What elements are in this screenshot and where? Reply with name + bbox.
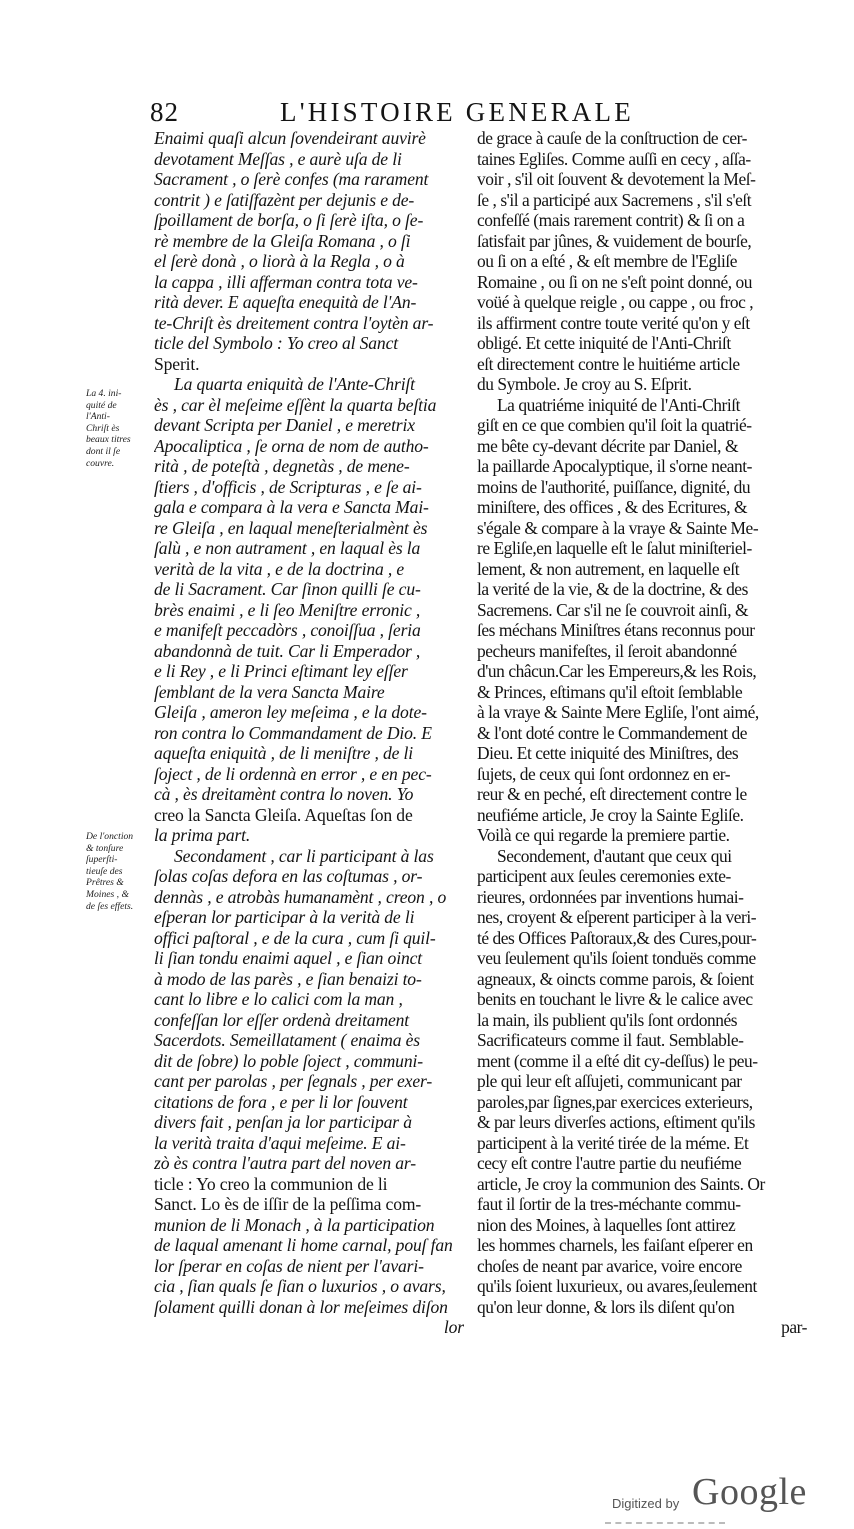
french-text-line: ou ſi on a eſté , & eſt membre de l'Egliſe — [477, 251, 737, 271]
occitan-text-line: Secondament , car li participant à las — [174, 845, 434, 866]
french-text-line: giſt en ce que combien qu'il ſoit la quatrié- — [477, 415, 752, 435]
occitan-text-line: la prima part. — [154, 825, 251, 845]
french-text-line: qu'on leur donne, & lors ils diſent qu'on — [477, 1296, 735, 1317]
page-number: 82 — [150, 97, 179, 127]
french-text-line: ſujets, de ceux qui ſont ordonnez en er- — [477, 763, 731, 784]
occitan-text-line: ſemblant de la vera Sancta Maire — [154, 681, 385, 702]
page-bottom-rule — [605, 1522, 725, 1524]
french-text-line: participent aux ſeules ceremonies exte- — [477, 866, 731, 886]
margin-note-line: de ſes effets. — [86, 900, 134, 912]
occitan-text-line: cà , ès dreitamènt contra lo noven. Yo — [154, 784, 414, 804]
occitan-text-line: el ſerè donà , o liorà à la Regla , o à — [154, 251, 405, 271]
margin-note-line: quité de — [86, 399, 117, 411]
occitan-text-line: verità de la vita , e de la doctrina , e — [154, 558, 405, 579]
digitized-label: Digitized by — [612, 1496, 680, 1511]
french-text-line: les hommes charnels, les faiſant eſperer en — [477, 1235, 753, 1255]
french-text-line: & l'ont doté contre le Commandement de — [477, 722, 748, 743]
french-text-line: d'un châcun.Car les Empereurs,& les Rois, — [477, 661, 757, 681]
french-text-line: nion des Moines, à laquelles ſont attirez — [477, 1214, 736, 1235]
french-text-line: eſt directement contre le huitiéme article — [477, 353, 740, 374]
occitan-text-line: La quarta eniquità de l'Ante-Chriſt — [174, 374, 415, 394]
margin-note-line: couvre. — [86, 457, 115, 469]
google-logo: Google — [692, 1471, 807, 1513]
french-text-line: ils affirment contre toute verité qu'on y eſt — [477, 312, 750, 333]
french-text-line: du Symbole. Je croy au S. Eſprit. — [477, 374, 692, 394]
margin-note-line: & tonſure — [86, 842, 124, 854]
french-text-line: neufiéme article, Je croy la Sainte Egliſe. — [477, 804, 744, 825]
french-text-line: Romaine , ou ſi on ne s'eſt point donné, ou — [477, 271, 753, 292]
occitan-text-line: Enaimi quaſi alcun ſovendeirant auvirè — [154, 128, 426, 148]
occitan-text-line: citations de fora , e per li lor ſouvent — [154, 1091, 408, 1112]
page-header — [150, 95, 680, 129]
french-text-line: re Egliſe,en laquelle eſt le ſalut miniſteriel- — [477, 538, 752, 558]
french-text-line: ment (comme il a eſté dit cy-deſſus) le peu- — [477, 1050, 758, 1071]
margin-note-line: Prêtres & — [86, 877, 124, 889]
occitan-text-line: Sacerdots. Semeillatament ( enaima ès — [154, 1030, 420, 1050]
margin-note-line: Moines , & — [86, 888, 129, 900]
french-text-line: paroles,par ſignes,par exercices exterieurs, — [477, 1091, 753, 1112]
occitan-text-line: Apocaliptica , ſe orna de nom de autho- — [154, 435, 429, 456]
occitan-text-line: devant Scripta per Daniel , e meretrix — [154, 415, 415, 435]
french-text-line: benits en touchant le livre & le calice avec — [477, 989, 753, 1009]
occitan-text-line: dit de ſobre) lo poble ſoject , communi- — [154, 1050, 423, 1071]
french-text-line: faut il ſortir de la tres-méchante commu- — [477, 1194, 741, 1214]
french-text-line: qu'ils ſoient luxurieux, ou avares,ſeulement — [477, 1276, 757, 1296]
occitan-text-line: lor — [443, 1317, 464, 1337]
french-text-line: miniſtere, des offices , & des Ecritures, & — [477, 497, 748, 517]
occitan-text-line: la verità traita d'aqui meſeime. E ai- — [154, 1132, 406, 1153]
occitan-text-line: ſpoillament de borſa, o ſi ſerè iſta, o ſe- — [154, 210, 424, 230]
occitan-text-line: gala e compara à la vera e Sancta Mai- — [154, 497, 429, 517]
occitan-text-line: Sperit. — [154, 353, 200, 374]
french-text-line: moins de l'authorité, puiſſance, dignité, du — [477, 476, 751, 497]
occitan-text-line: cia , ſian quals ſe ſian o luxurios , o avars, — [154, 1276, 446, 1296]
occitan-text-line: zò ès contra l'autra part del noven ar- — [154, 1153, 416, 1173]
occitan-text-line: devotament Meſſas , e aurè uſa de li — [154, 148, 402, 169]
french-text-line: rieures, ordonnées par inventions humai- — [477, 886, 744, 907]
french-text-line: reur & en peché, eſt directement contre le — [477, 784, 747, 804]
margin-note-line: ſuperſti- — [86, 854, 118, 866]
occitan-text-line: rità , de poteſtà , degnetàs , de mene- — [154, 456, 410, 476]
occitan-text-line: cant per parolas , per ſegnals , per exer- — [154, 1071, 433, 1091]
french-text-line: à la vraye & Sainte Mere Egliſe, l'ont aimé, — [477, 702, 759, 722]
french-text-line: agneaux, & oincts comme parois, & ſoient — [477, 968, 754, 989]
occitan-text-line: re Gleiſa , en laqual meneſterialmènt ès — [154, 517, 428, 538]
occitan-text-line: ſalù , e non autrament , en laqual ès la — [154, 538, 421, 558]
occitan-text-line: brès enaimi , e li ſeo Meniſtre erronic , — [154, 599, 421, 620]
french-text-line: lement, & non autrement, en laquelle eſt — [477, 558, 740, 579]
margin-note-line: l'Anti- — [86, 411, 110, 423]
occitan-text-line: ticle : Yo creo la communion de li — [154, 1173, 388, 1194]
margin-note-unction-tonsure — [86, 831, 152, 912]
occitan-text-line: de li Sacrament. Car ſinon quilli ſe cu- — [154, 579, 421, 599]
occitan-text-line: Sanct. Lo ès de iſſir de la peſſima com- — [154, 1194, 422, 1214]
occitan-text-line: Sacrament , o ſerè confes (ma rarament — [154, 169, 429, 189]
occitan-text-line: aqueſta eniquità , de li meniſtre , de li — [154, 743, 414, 763]
occitan-text-line: de laqual amenant li home carnal, pouſ fan — [154, 1235, 453, 1255]
french-text-line: & Princes, eſtimans qu'il eſtoit ſemblable — [477, 681, 743, 702]
margin-note-antichrist-titles — [86, 388, 152, 469]
french-text-line: voir , s'il oit ſouvent & devotement la Meſ- — [477, 169, 756, 189]
french-text-line: confeſſé (mais rarement contrit) & ſi on a — [477, 210, 745, 230]
occitan-text-line: la cappa , illi afferman contra tota ve- — [154, 271, 418, 292]
occitan-text-line: offici paſtoral , e de la cura , cum ſi quil- — [154, 927, 436, 948]
margin-note-line: De l'onction — [86, 831, 134, 842]
french-text-line: Sacremens. Car s'il ne ſe couvroit ainſi, & — [477, 599, 749, 620]
french-text-line: Voilà ce qui regarde la premiere partie. — [477, 825, 730, 845]
french-text-line: veu ſeulement qu'ils ſoient tonduës comme — [477, 948, 756, 968]
occitan-text-line: e li Rey , e li Princi eſtimant ley eſſer — [154, 661, 408, 681]
occitan-text-line: ticle del Symbolo : Yo creo al Sanct — [154, 333, 398, 353]
occitan-text-line: creo la Sancta Gleiſa. Aqueſtas ſon de — [154, 804, 413, 825]
french-text-column — [477, 128, 807, 1338]
french-text-line: choſes de neant par avarice, voire encore — [477, 1255, 742, 1276]
occitan-text-line: ſolas coſas defora en las coſtumas , or- — [154, 866, 423, 886]
occitan-text-line: ſtiers , d'officis , de Scripturas , e ſe ai- — [154, 476, 422, 497]
occitan-text-line: cant lo libre e lo calici com la man , — [154, 989, 403, 1009]
french-text-line: la verité de la vie, & de la doctrine, & des — [477, 579, 748, 599]
french-text-line: cecy eſt contre l'autre partie du neufiéme — [477, 1153, 742, 1173]
occitan-text-line: lor ſperar en coſas de nient per l'avari- — [154, 1255, 424, 1276]
occitan-text-line: rità dever. E aqueſta enequità de l'An- — [154, 292, 417, 312]
french-text-line: La quatriéme iniquité de l'Anti-Chriſt — [497, 394, 740, 415]
french-text-line: ſe , s'il a participé aux Sacremens , s'il s'eſt — [477, 189, 752, 210]
french-text-line: té des Offices Paſtoraux,& des Cures,pour- — [477, 927, 757, 948]
margin-note-line: beaux titres — [86, 434, 131, 446]
french-text-line: me bête cy-devant décrite par Daniel, & — [477, 435, 739, 456]
french-text-line: ſatisfait par jûnes, & vuidement de bourſe, — [477, 230, 752, 251]
running-title: L'HISTOIRE GENERALE — [280, 97, 634, 127]
occitan-text-line: eſperan lor participar à la verità de li — [154, 907, 415, 927]
occitan-text-line: divers fait , penſan ja lor participar à — [154, 1112, 412, 1132]
french-text-line: & par leurs diverſes actions, eſtiment qu'ils — [477, 1112, 755, 1132]
occitan-text-line: ſolament quilli donan à lor meſeimes diſon — [154, 1296, 448, 1317]
occitan-text-line: abandonnà de tuit. Car li Emperador , — [154, 640, 421, 661]
occitan-text-column — [154, 128, 464, 1338]
occitan-text-line: ès , car èl meſeime eſſènt la quarta beſtia — [154, 394, 437, 415]
margin-note-line: tieuſe des — [86, 865, 123, 877]
french-text-line: Sacrificateurs comme il faut. Semblable- — [477, 1030, 744, 1050]
occitan-text-line: te-Chriſt ès dreitement contra l'oytèn ar- — [154, 312, 434, 333]
french-text-line: pecheurs manifeſtes, il ſeroit abandonné — [477, 640, 737, 661]
french-text-line: par- — [781, 1317, 807, 1337]
margin-note-line: Chriſt ès — [86, 422, 120, 434]
french-text-line: article, Je croy la communion des Saints. Or — [477, 1173, 765, 1194]
margin-note-line: dont il ſe — [86, 445, 121, 457]
french-text-line: la main, ils publient qu'ils ſont ordonnés — [477, 1009, 738, 1030]
digitized-by-watermark — [612, 1471, 822, 1516]
occitan-text-line: e manifeſt peccadòrs , conoiſſua , ſeria — [154, 620, 421, 640]
french-text-line: nes, croyent & eſperent participer à la veri- — [477, 907, 757, 927]
occitan-text-line: rè membre de la Gleiſa Romana , o ſi — [154, 230, 411, 251]
french-text-line: Secondement, d'autant que ceux qui — [497, 845, 732, 866]
occitan-text-line: ſoject , de li ordennà en error , e en pec- — [154, 763, 432, 784]
french-text-line: voüé à quelque reigle , ou cappe , ou froc , — [477, 292, 754, 312]
occitan-text-line: Gleiſa , ameron ley meſeima , e la dote- — [154, 702, 427, 722]
french-text-line: s'égale & compare à la vraye & Sainte Me- — [477, 517, 759, 538]
occitan-text-line: confeſſan lor eſſer ordenà dreitament — [154, 1009, 410, 1030]
occitan-text-line: contrit ) e ſatiſfazènt per dejunis e de- — [154, 189, 415, 210]
french-text-line: la paillarde Apocalyptique, il s'orne neant- — [477, 456, 753, 476]
french-text-line: participent à la verité tirée de la méme. Et — [477, 1132, 749, 1153]
occitan-text-line: à modo de las parès , e ſian benaizi to- — [154, 968, 422, 989]
occitan-text-line: ron contra lo Commandament de Dio. E — [154, 722, 432, 743]
french-text-line: de grace à cauſe de la conſtruction de cer- — [477, 128, 747, 148]
french-text-line: ple qui leur eſt aſſujeti, communicant par — [477, 1071, 742, 1091]
french-text-line: Dieu. Et cette iniquité des Miniſtres, des — [477, 743, 739, 763]
french-text-line: taines Egliſes. Comme auſſi en cecy , aſſa- — [477, 148, 751, 169]
margin-note-line: La 4. ini- — [86, 388, 122, 399]
french-text-line: ſes méchans Miniſtres étans reconnus pour — [477, 620, 755, 640]
french-text-line: obligé. Et cette iniquité de l'Anti-Chriſt — [477, 333, 731, 353]
occitan-text-line: li ſian tondu enaimi aquel , e ſian oinct — [154, 948, 422, 968]
occitan-text-line: dennàs , e atrobàs humanamènt , creon , o — [154, 886, 447, 907]
occitan-text-line: munion de li Monach , à la participation — [154, 1214, 435, 1235]
